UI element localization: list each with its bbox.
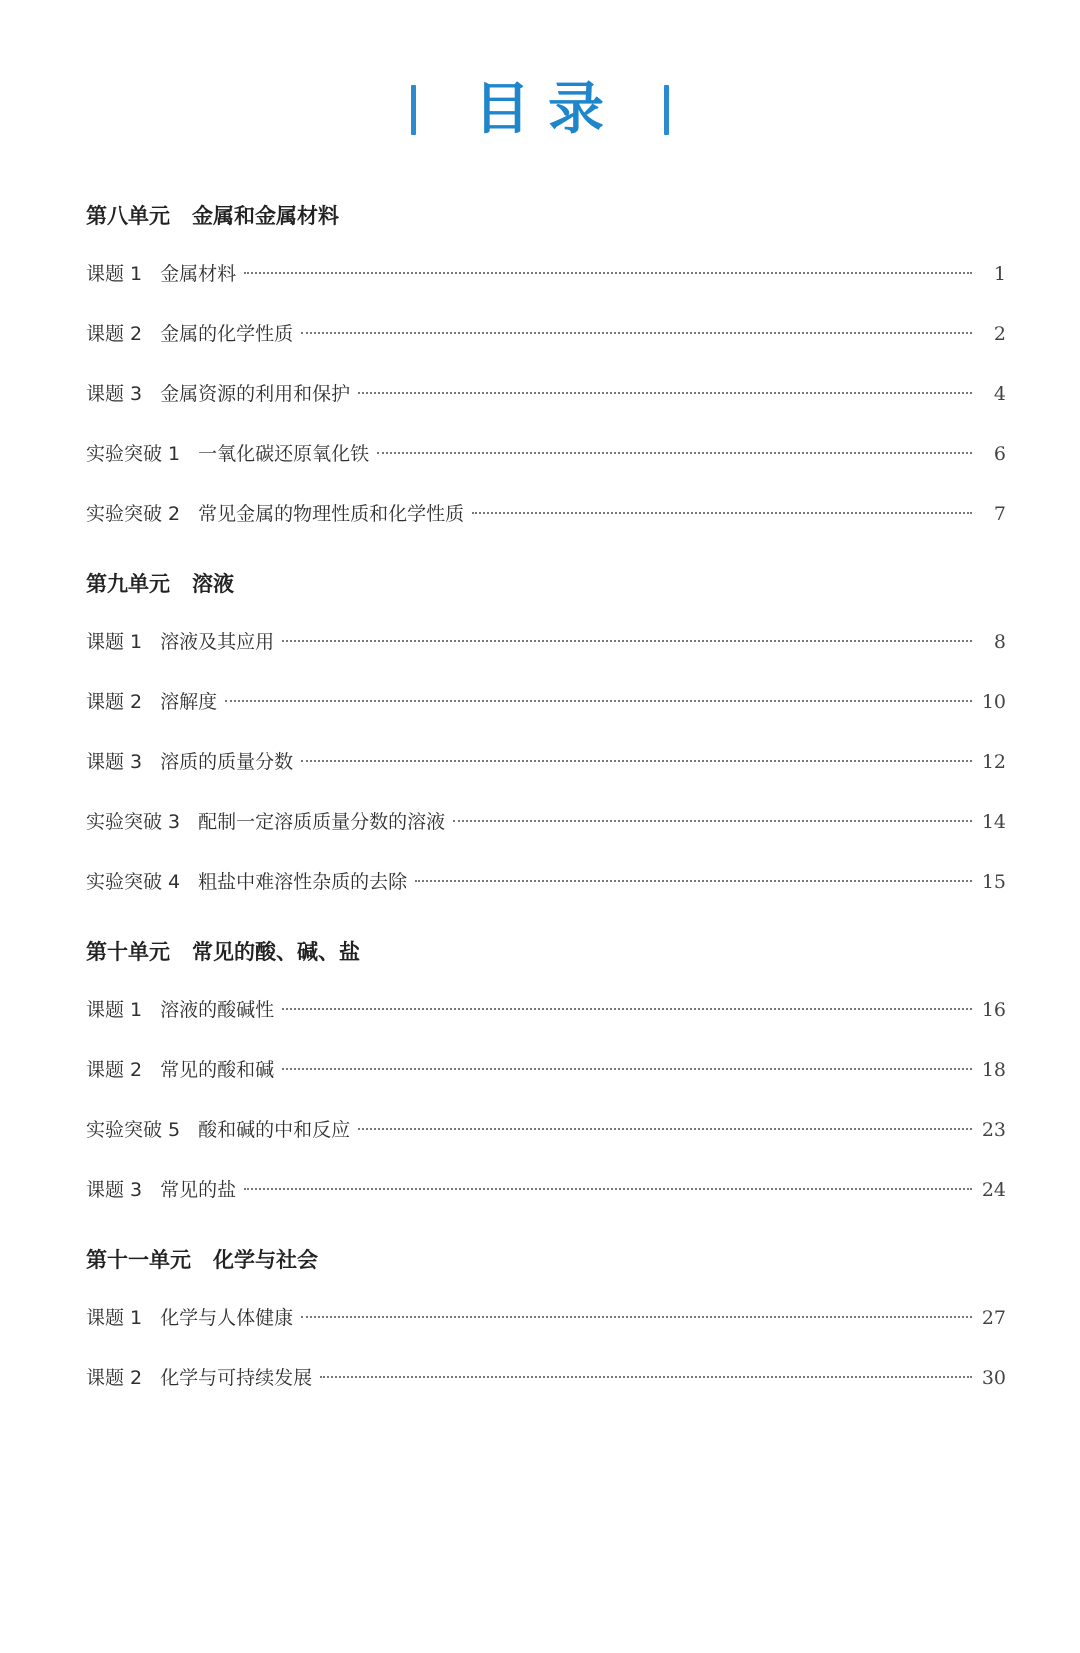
- page-title-bar: [0, 77, 1080, 142]
- table-of-contents: [86, 196, 1006, 1418]
- entry-label: 课题 2: [86, 691, 143, 713]
- unit-heading: [86, 196, 1006, 236]
- unit-section: [86, 196, 1006, 554]
- page-title: 目录: [474, 77, 622, 142]
- toc-entry[interactable]: [86, 742, 1006, 802]
- dot-leader: [282, 1068, 972, 1070]
- unit-name: 金属和金属材料: [192, 204, 339, 228]
- entry-page-number: 23: [981, 1119, 1006, 1141]
- dot-leader: [472, 512, 972, 514]
- entry-title: 一氧化碳还原氧化铁: [198, 443, 370, 465]
- dot-leader: [282, 1008, 972, 1010]
- title-left-bar: [411, 85, 416, 135]
- toc-entry[interactable]: [86, 1050, 1006, 1110]
- entry-label: 课题 2: [86, 1059, 143, 1081]
- dot-leader: [225, 700, 972, 702]
- entry-page-number: 8: [993, 631, 1006, 653]
- entry-page-number: 1: [993, 263, 1006, 285]
- entry-page-number: 27: [981, 1307, 1006, 1329]
- dot-leader: [282, 640, 972, 642]
- entry-label: 课题 3: [86, 383, 143, 405]
- entry-title: 溶质的质量分数: [160, 751, 294, 773]
- unit-label: 第八单元: [86, 204, 170, 228]
- toc-entry[interactable]: [86, 802, 1006, 862]
- toc-entry[interactable]: [86, 434, 1006, 494]
- entry-title: 金属材料: [160, 263, 237, 285]
- entry-label: 实验突破 1: [86, 443, 181, 465]
- unit-label: 第十一单元: [86, 1248, 191, 1272]
- toc-entry[interactable]: [86, 374, 1006, 434]
- entry-label: 课题 1: [86, 1307, 143, 1329]
- dot-leader: [244, 272, 972, 274]
- dot-leader: [244, 1188, 972, 1190]
- entry-title: 酸和碱的中和反应: [198, 1119, 351, 1141]
- dot-leader: [301, 332, 972, 334]
- entry-page-number: 2: [993, 323, 1006, 345]
- entry-title: 金属资源的利用和保护: [160, 383, 351, 405]
- toc-entry[interactable]: [86, 862, 1006, 922]
- unit-section: [86, 564, 1006, 922]
- entry-page-number: 18: [981, 1059, 1006, 1081]
- dot-leader: [415, 880, 972, 882]
- dot-leader: [301, 1316, 972, 1318]
- dot-leader: [301, 760, 972, 762]
- title-right-bar: [664, 85, 669, 135]
- toc-entry[interactable]: [86, 990, 1006, 1050]
- entry-page-number: 6: [993, 443, 1006, 465]
- dot-leader: [358, 1128, 972, 1130]
- unit-heading: [86, 1240, 1006, 1280]
- entry-page-number: 4: [993, 383, 1006, 405]
- entry-page-number: 16: [981, 999, 1006, 1021]
- entry-label: 实验突破 4: [86, 871, 181, 893]
- entry-page-number: 15: [981, 871, 1006, 893]
- entry-title: 化学与可持续发展: [160, 1367, 313, 1389]
- toc-entry[interactable]: [86, 314, 1006, 374]
- dot-leader: [377, 452, 972, 454]
- toc-entry[interactable]: [86, 622, 1006, 682]
- unit-label: 第九单元: [86, 572, 170, 596]
- entry-label: 课题 2: [86, 323, 143, 345]
- entry-page-number: 10: [981, 691, 1006, 713]
- entry-label: 课题 2: [86, 1367, 143, 1389]
- dot-leader: [320, 1376, 972, 1378]
- toc-entry[interactable]: [86, 1170, 1006, 1230]
- unit-heading: [86, 932, 1006, 972]
- entry-title: 溶液及其应用: [160, 631, 275, 653]
- toc-entry[interactable]: [86, 1298, 1006, 1358]
- unit-name: 溶液: [192, 572, 234, 596]
- unit-section: [86, 1240, 1006, 1418]
- entry-label: 课题 1: [86, 631, 143, 653]
- entry-page-number: 12: [981, 751, 1006, 773]
- toc-entry[interactable]: [86, 1110, 1006, 1170]
- entry-label: 实验突破 2: [86, 503, 181, 525]
- entry-label: 课题 3: [86, 1179, 143, 1201]
- entry-label: 实验突破 5: [86, 1119, 181, 1141]
- entry-page-number: 30: [981, 1367, 1006, 1389]
- toc-entry[interactable]: [86, 682, 1006, 742]
- toc-entry[interactable]: [86, 1358, 1006, 1418]
- entry-title: 金属的化学性质: [160, 323, 294, 345]
- unit-heading: [86, 564, 1006, 604]
- toc-entry[interactable]: [86, 254, 1006, 314]
- unit-name: 化学与社会: [213, 1248, 318, 1272]
- entry-title: 配制一定溶质质量分数的溶液: [198, 811, 446, 833]
- entry-label: 课题 3: [86, 751, 143, 773]
- dot-leader: [453, 820, 972, 822]
- toc-entry[interactable]: [86, 494, 1006, 554]
- entry-page-number: 24: [981, 1179, 1006, 1201]
- entry-title: 溶解度: [160, 691, 218, 713]
- entry-page-number: 7: [993, 503, 1006, 525]
- unit-section: [86, 932, 1006, 1230]
- entry-title: 常见的酸和碱: [160, 1059, 275, 1081]
- unit-label: 第十单元: [86, 940, 170, 964]
- entry-title: 化学与人体健康: [160, 1307, 294, 1329]
- entry-title: 粗盐中难溶性杂质的去除: [198, 871, 408, 893]
- entry-label: 实验突破 3: [86, 811, 181, 833]
- entry-label: 课题 1: [86, 999, 143, 1021]
- dot-leader: [358, 392, 972, 394]
- entry-title: 常见的盐: [160, 1179, 237, 1201]
- entry-page-number: 14: [981, 811, 1006, 833]
- entry-label: 课题 1: [86, 263, 143, 285]
- unit-name: 常见的酸、碱、盐: [192, 940, 360, 964]
- entry-title: 常见金属的物理性质和化学性质: [198, 503, 465, 525]
- entry-title: 溶液的酸碱性: [160, 999, 275, 1021]
